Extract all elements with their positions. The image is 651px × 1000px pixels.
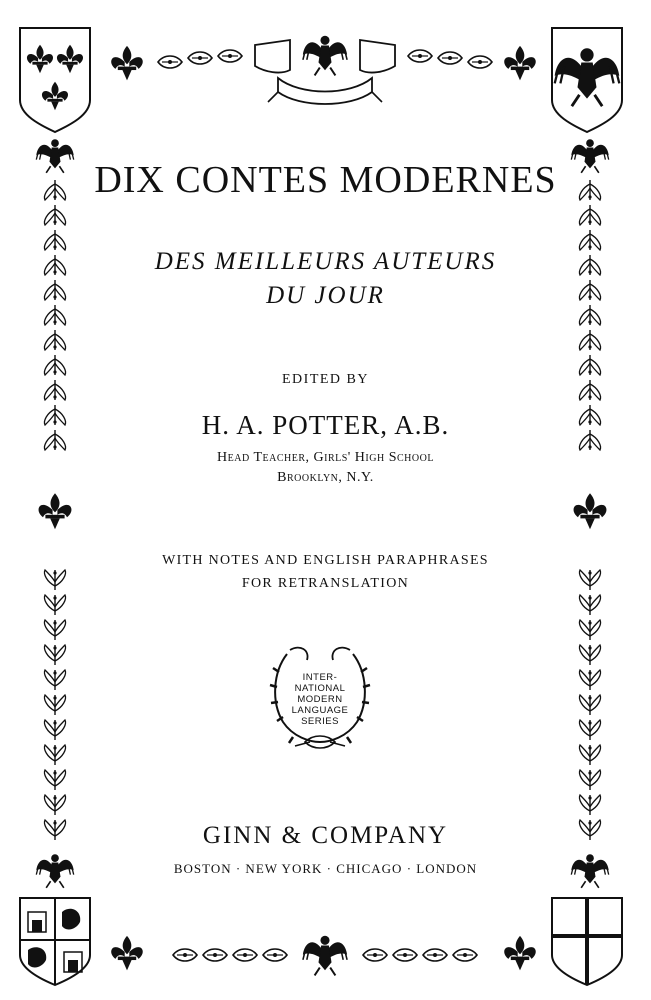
edited-by-label: EDITED BY	[282, 372, 369, 387]
publisher-name: GINN & COMPANY	[202, 822, 449, 849]
bottom-ornament-band	[111, 936, 536, 976]
book-title: DIX CONTES MODERNES	[94, 159, 557, 201]
emblem-line-1: INTER-	[302, 672, 338, 683]
editor-place: Brooklyn, N.Y.	[277, 470, 374, 485]
subtitle-line-2: DU JOUR	[266, 282, 385, 309]
subtitle-line-1: DES MEILLEURS AUTEURS	[154, 248, 497, 275]
notes-line-2: FOR RETRANSLATION	[241, 576, 410, 591]
shield-eagle-icon	[552, 28, 622, 132]
editor-name: H. A. POTTER, A.B.	[201, 410, 450, 440]
emblem-line-3: MODERN	[297, 694, 343, 705]
series-emblem	[265, 642, 375, 752]
publisher-cities: BOSTON · NEW YORK · CHICAGO · LONDON	[173, 861, 478, 876]
top-ornament-band	[111, 36, 536, 104]
emblem-line-2: NATIONAL	[294, 683, 346, 694]
shield-fleur-icon	[20, 28, 90, 132]
shield-castle-lion-icon	[20, 898, 90, 985]
emblem-line-5: SERIES	[301, 716, 339, 727]
notes-line-1: WITH NOTES AND ENGLISH PARAPHRASES	[162, 553, 489, 568]
emblem-line-4: LANGUAGE	[291, 705, 349, 716]
editor-role: Head Teacher, Girls' High School	[217, 450, 434, 465]
shield-cross-icon	[552, 898, 622, 985]
